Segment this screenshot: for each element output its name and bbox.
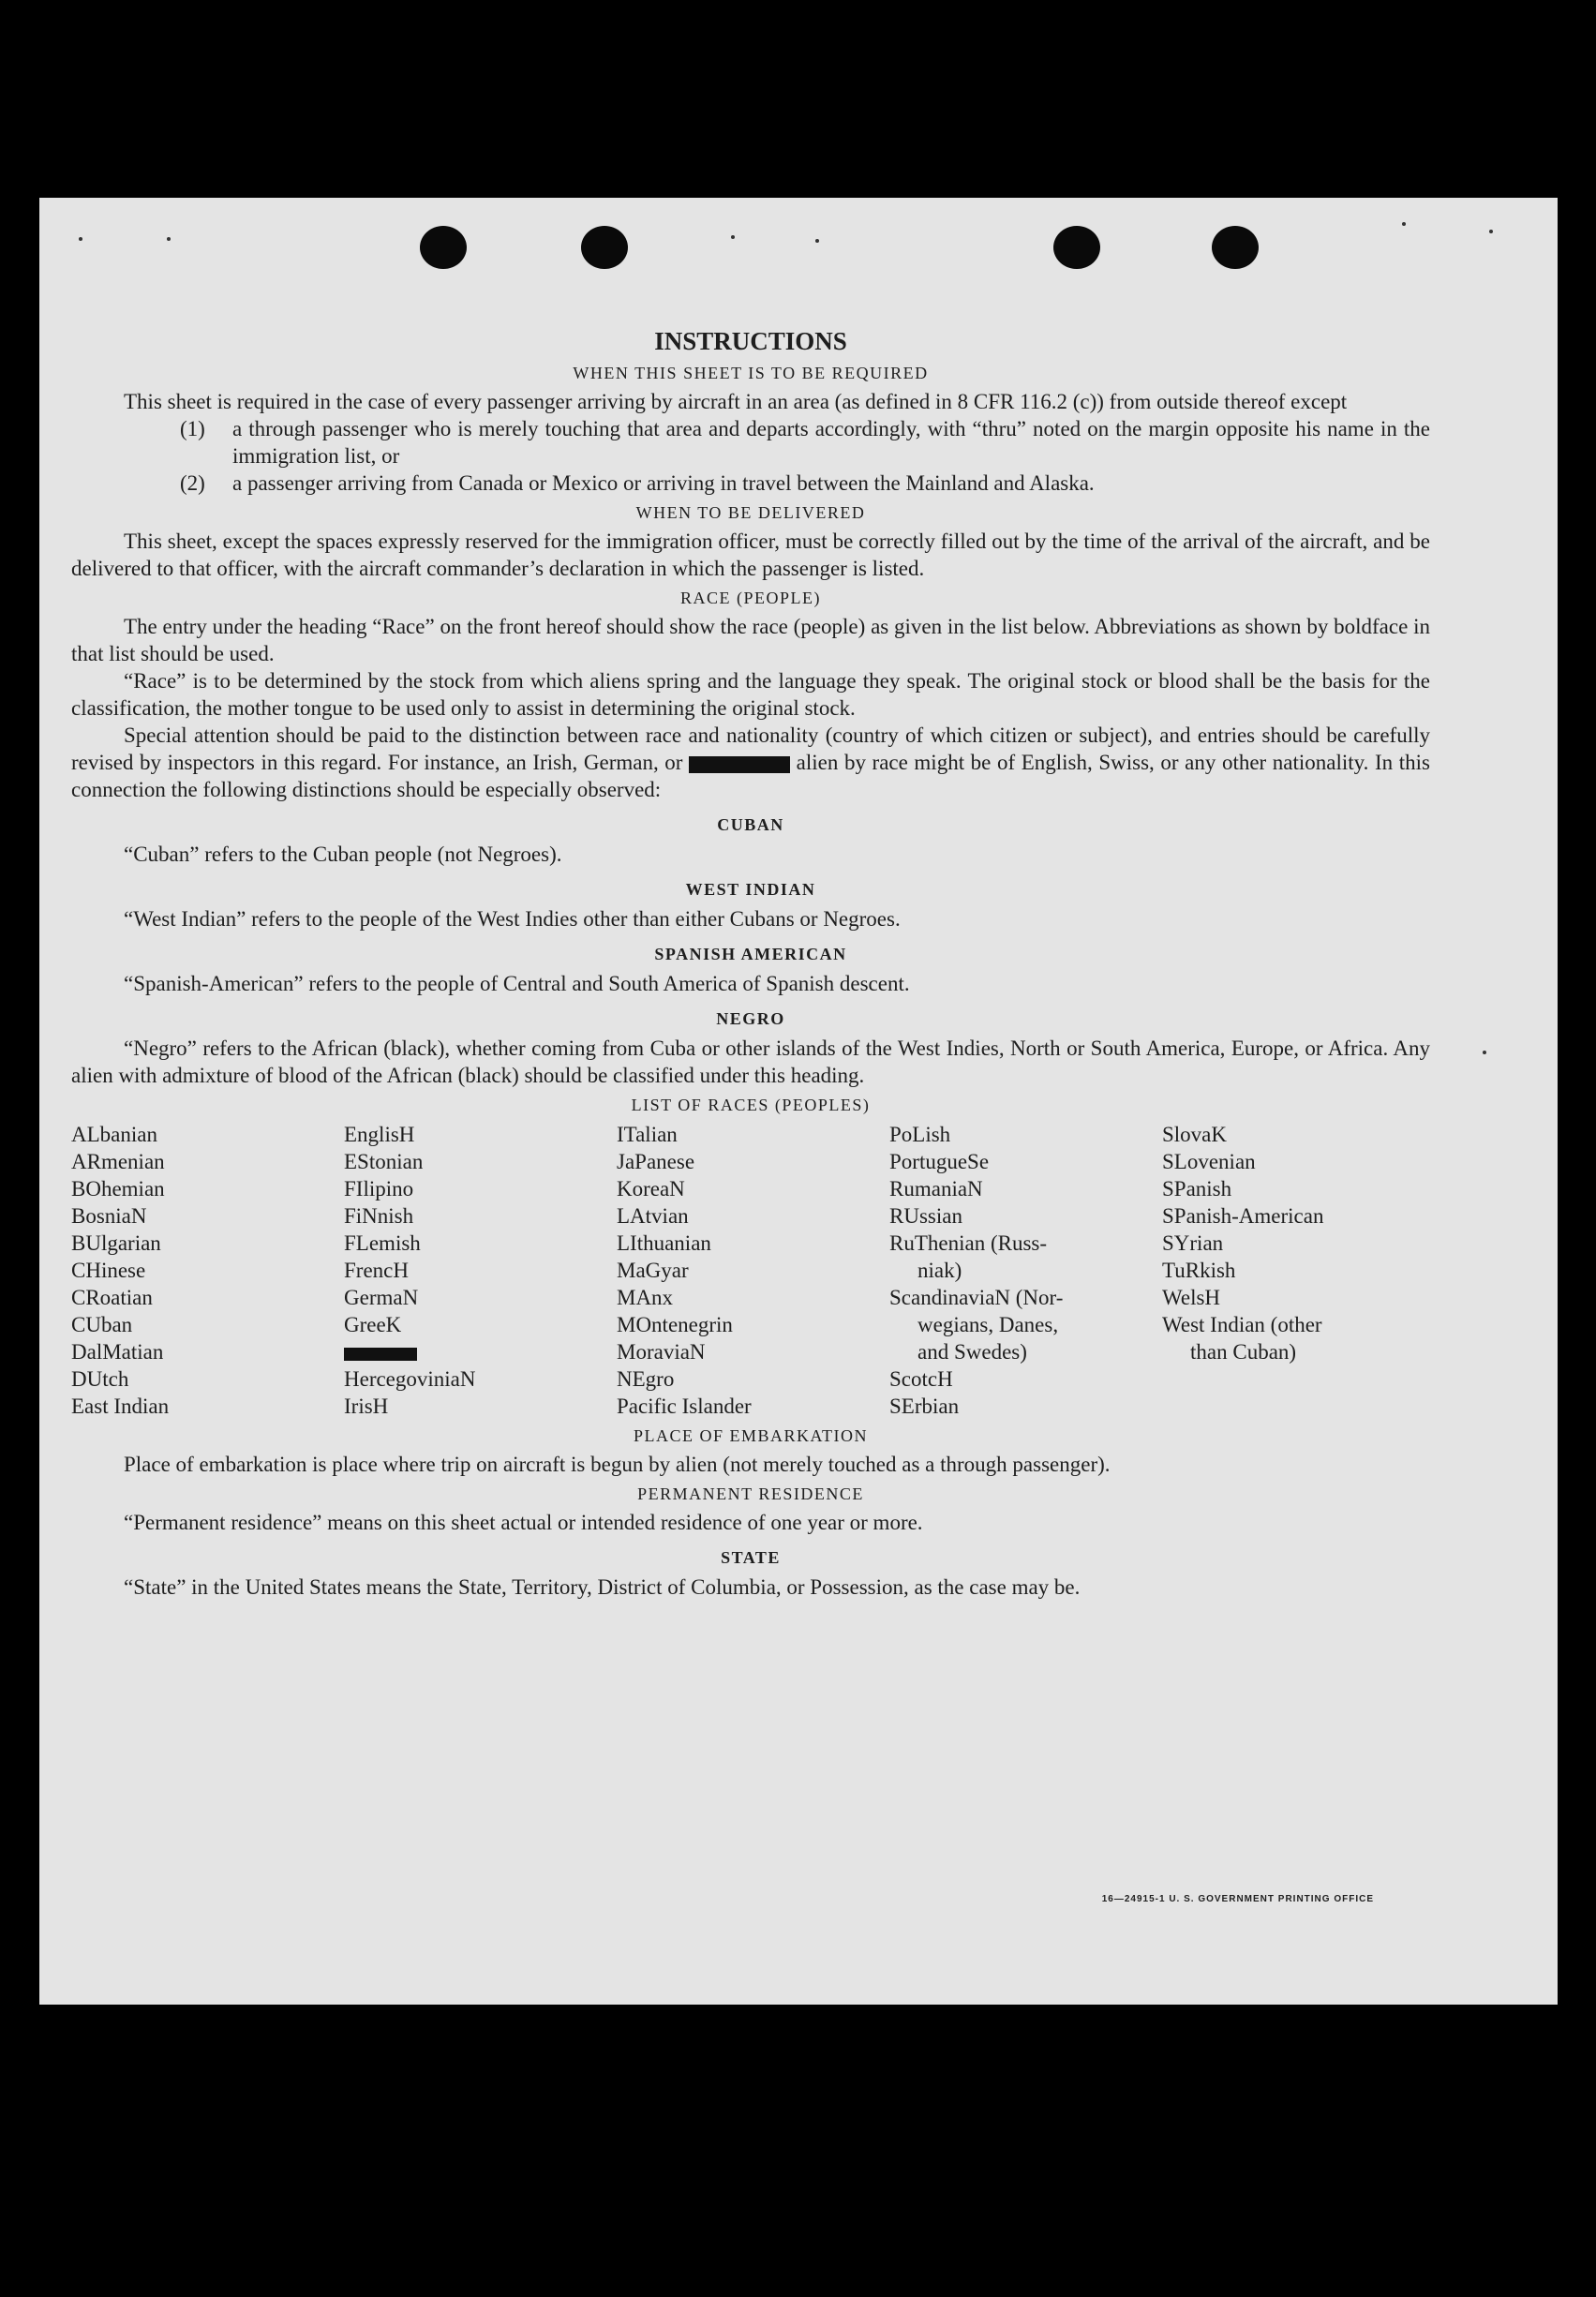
race-entry: DUtch xyxy=(71,1367,129,1391)
race-entry: ScotcH xyxy=(889,1367,953,1391)
cuban-text: “Cuban” refers to the Cuban people (not Negroes). xyxy=(124,843,562,866)
race-entry: SPanish-American xyxy=(1162,1204,1324,1228)
race-entry: and Swedes) xyxy=(917,1340,1027,1364)
race-entry: wegians, Danes, xyxy=(917,1313,1059,1336)
race-entry: FiNnish xyxy=(344,1204,414,1228)
race-entry: ALbanian xyxy=(71,1123,157,1146)
race-entry: CRoatian xyxy=(71,1286,153,1309)
speck xyxy=(1483,1051,1486,1054)
race-entry: NEgro xyxy=(617,1367,675,1391)
section-title-race: RACE (PEOPLE) xyxy=(680,589,821,607)
race-entry: IrisH xyxy=(344,1395,389,1418)
section-title-negro: NEGRO xyxy=(716,1009,785,1028)
redaction-mark xyxy=(689,756,790,773)
speck xyxy=(167,237,171,241)
race-entry: CUban xyxy=(71,1313,133,1336)
race-entry: LAtvian xyxy=(617,1204,689,1228)
embarkation-text: Place of embarkation is place where trip on aircraft is begun by alien (not merely touched as a through passenger). xyxy=(124,1453,1111,1476)
race-entry: FrencH xyxy=(344,1259,409,1282)
races-column-2 xyxy=(344,1121,617,1420)
race-entry: BOhemian xyxy=(71,1177,165,1201)
section-title-west-indian: WEST INDIAN xyxy=(685,880,816,899)
race-entry: CHinese xyxy=(71,1259,146,1282)
race-entry: HercegoviniaN xyxy=(344,1367,476,1391)
race-paragraph-3 xyxy=(71,722,1430,803)
speck xyxy=(1402,222,1406,226)
section-title-list: LIST OF RACES (PEOPLES) xyxy=(631,1096,871,1114)
race-entry: MoraviaN xyxy=(617,1340,706,1364)
printer-imprint: 16—24915-1 U. S. GOVERNMENT PRINTING OFFICE xyxy=(1101,1894,1374,1904)
punch-hole xyxy=(1212,226,1259,269)
instructions-content xyxy=(71,325,1430,1601)
race-entry: ARmenian xyxy=(71,1150,165,1173)
page-title: INSTRUCTIONS xyxy=(654,327,847,355)
race-entry: ITalian xyxy=(617,1123,678,1146)
race-entry: DalMatian xyxy=(71,1340,164,1364)
speck xyxy=(1489,230,1493,233)
item-text: a through passenger who is merely touching that area and departs accordingly, with “thru” noted on the margin opposite his name in the immigration list, or xyxy=(232,417,1430,468)
race-entry: LIthuanian xyxy=(617,1231,711,1255)
race-paragraph-1: The entry under the heading “Race” on the front hereof should show the race (people) as given in the list below. Abbreviations as shown by boldface in that list should be used. xyxy=(71,615,1430,665)
race-entry: SPanish xyxy=(1162,1177,1232,1201)
list-item xyxy=(71,415,1430,470)
spanish-american-text: “Spanish-American” refers to the people of Central and South America of Spanish descent. xyxy=(124,972,910,995)
race-paragraph-3a: Special attention should be paid to the distinction between race and nationality (country of which citizen or subject), and entries should be carefully revised by inspectors in this regard. For instance, an Irish, German, or xyxy=(71,723,1430,774)
race-entry: EnglisH xyxy=(344,1123,415,1146)
race-entry: WelsH xyxy=(1162,1286,1221,1309)
negro-text: “Negro” refers to the African (black), whether coming from Cuba or other islands of the West Indies, North or South America, Europe, or Africa. Any alien with admixture of blood of the African (black) should be classified under this heading. xyxy=(71,1037,1430,1087)
punch-hole xyxy=(420,226,467,269)
races-column-4 xyxy=(889,1121,1162,1420)
race-entry: West Indian (other xyxy=(1162,1313,1322,1336)
race-entry: MAnx xyxy=(617,1286,674,1309)
punch-hole xyxy=(1053,226,1100,269)
race-entry: TuRkish xyxy=(1162,1259,1236,1282)
race-entry: RUssian xyxy=(889,1204,962,1228)
race-entry: RumaniaN xyxy=(889,1177,983,1201)
race-entry: East Indian xyxy=(71,1395,170,1418)
race-entry: KoreaN xyxy=(617,1177,685,1201)
item-number: (1) xyxy=(180,417,205,440)
speck xyxy=(731,235,735,239)
race-entry: BUlgarian xyxy=(71,1231,161,1255)
races-list xyxy=(71,1121,1430,1420)
race-entry: SYrian xyxy=(1162,1231,1224,1255)
race-entry: MaGyar xyxy=(617,1259,689,1282)
races-column-1 xyxy=(71,1121,344,1420)
race-entry: FLemish xyxy=(344,1231,421,1255)
section-title-embarkation: PLACE OF EMBARKATION xyxy=(633,1426,869,1445)
punch-hole xyxy=(581,226,628,269)
race-entry: BosniaN xyxy=(71,1204,147,1228)
speck xyxy=(79,237,82,241)
races-column-3 xyxy=(617,1121,889,1420)
race-entry: JaPanese xyxy=(617,1150,695,1173)
race-entry: Pacific Islander xyxy=(617,1395,752,1418)
race-entry: ScandinaviaN (Nor- xyxy=(889,1286,1064,1309)
race-entry: GermaN xyxy=(344,1286,419,1309)
section-title-required: WHEN THIS SHEET IS TO BE REQUIRED xyxy=(573,364,929,382)
section-title-cuban: CUBAN xyxy=(717,815,784,834)
race-paragraph-2: “Race” is to be determined by the stock from which aliens spring and the language they speak. The original stock or blood shall be the basis for the classification, the mother tongue to be used only to assist in determining the original stock. xyxy=(71,669,1430,720)
race-entry: SlovaK xyxy=(1162,1123,1227,1146)
delivered-text: This sheet, except the spaces expressly reserved for the immigration officer, must be correctly filled out by the time of the arrival of the aircraft, and be delivered to that officer, with the aircraft commander’s declaration in which the passenger is listed. xyxy=(71,530,1430,580)
section-title-spanish-american: SPANISH AMERICAN xyxy=(654,945,847,963)
race-entry-redacted xyxy=(344,1338,617,1365)
section-title-delivered: WHEN TO BE DELIVERED xyxy=(635,503,866,522)
section-title-residence: PERMANENT RESIDENCE xyxy=(637,1484,864,1503)
race-entry: MOntenegrin xyxy=(617,1313,733,1336)
race-entry: EStonian xyxy=(344,1150,424,1173)
race-entry: than Cuban) xyxy=(1190,1340,1297,1364)
document-sheet xyxy=(39,198,1558,2005)
residence-text: “Permanent residence” means on this sheet actual or intended residence of one year or more. xyxy=(124,1511,923,1534)
redaction-mark xyxy=(344,1348,417,1361)
list-item xyxy=(71,470,1430,497)
race-entry: niak) xyxy=(917,1259,962,1282)
item-number: (2) xyxy=(180,471,205,495)
speck xyxy=(815,239,819,243)
section-title-state: STATE xyxy=(721,1548,781,1567)
race-entry: SErbian xyxy=(889,1395,960,1418)
race-entry: RuThenian (Russ- xyxy=(889,1231,1048,1255)
state-text: “State” in the United States means the State, Territory, District of Columbia, or Possession, as the case may be. xyxy=(124,1575,1081,1599)
west-indian-text: “West Indian” refers to the people of the West Indies other than either Cubans or Negroes. xyxy=(124,907,901,931)
required-intro: This sheet is required in the case of every passenger arriving by aircraft in an area (as defined in 8 CFR 116.2 (c)) from outside thereof except xyxy=(124,390,1348,413)
race-entry: GreeK xyxy=(344,1313,402,1336)
races-column-5 xyxy=(1162,1121,1430,1420)
race-paragraph-3b: alien by race might be of English, Swiss, or any other nationality. In this connection the following distinctions should be especially observed: xyxy=(71,751,1430,801)
race-entry: FIlipino xyxy=(344,1177,414,1201)
race-entry: PortugueSe xyxy=(889,1150,990,1173)
race-entry: SLovenian xyxy=(1162,1150,1256,1173)
item-text: a passenger arriving from Canada or Mexico or arriving in travel between the Mainland and Alaska. xyxy=(232,471,1095,495)
race-entry: PoLish xyxy=(889,1123,951,1146)
